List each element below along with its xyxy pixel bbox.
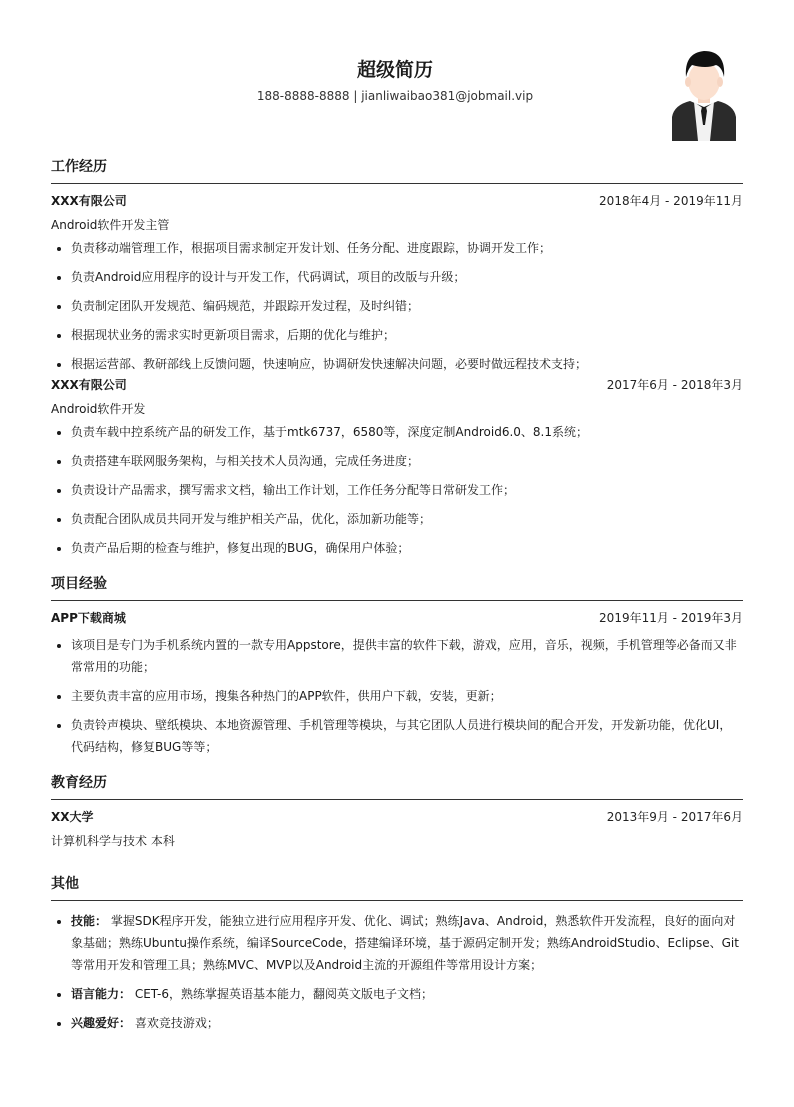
job-role: Android软件开发主管 xyxy=(51,218,170,232)
section-title-education: 教育经历 xyxy=(51,772,743,800)
language-text: CET-6，熟练掌握英语基本能力，翻阅英文版电子文档； xyxy=(134,987,434,1001)
avatar xyxy=(670,47,738,141)
resume-page xyxy=(51,0,743,1041)
list-item: • 负责移动端管理工作，根据项目需求制定开发计划、任务分配、进度跟踪，协调开发工作； xyxy=(71,237,743,259)
list-item: • 根据现状业务的需求实时更新项目需求，后期的优化与维护； xyxy=(71,324,743,346)
school-name: XX大学 xyxy=(51,810,94,824)
other-list xyxy=(51,910,743,1034)
list-item: • 负责Android应用程序的设计与开发工作，代码调试，项目的改版与升级； xyxy=(71,266,743,288)
entry-date: 2017年6月 - 2018年3月 xyxy=(606,378,743,392)
contact-info: 188-8888-8888 | jianliwaibao381@jobmail.vip xyxy=(256,89,534,103)
duty-list xyxy=(51,421,743,559)
list-item xyxy=(71,1012,743,1034)
language-label: 语言能力： xyxy=(71,987,132,1001)
list-item: • 负责制定团队开发规范、编码规范，并跟踪开发过程，及时纠错； xyxy=(71,295,743,317)
entry-date: 2013年9月 - 2017年6月 xyxy=(606,810,743,824)
job-role: Android软件开发 xyxy=(51,402,146,416)
project-name: APP下载商城 xyxy=(51,611,126,625)
project-list xyxy=(51,634,743,758)
skills-text: 掌握SDK程序开发，能独立进行应用程序开发、优化、调试；熟练Java、Android，熟悉软件开发流程，良好的面向对象基础；熟练Ubuntu操作系统，编译SourceCode，搭建编译环境，基于源码定制开发；熟练AndroidStudio、Eclipse、Git等常用开发和管理工具；熟练MVC、MVP以及Android主流的开源组件等常用设计方案； xyxy=(71,914,739,972)
list-item: • 该项目是专门为手机系统内置的一款专用Appstore，提供丰富的软件下载，游戏，应用，音乐，视频，手机管理等必备而又非常常用的功能； xyxy=(71,634,743,678)
list-item: • 负责铃声模块、壁纸模块、本地资源管理、手机管理等模块，与其它团队人员进行模块间的配合开发，开发新功能，优化UI，代码结构，修复BUG等等； xyxy=(71,714,743,758)
work-section xyxy=(51,156,743,559)
project-entry xyxy=(51,610,743,758)
resume-header xyxy=(51,0,743,150)
hobby-text: 喜欢竞技游戏； xyxy=(134,1016,219,1030)
list-item: • 负责车载中控系统产品的研发工作，基于mtk6737，6580等，深度定制Android6.0、8.1系统； xyxy=(71,421,743,443)
company-name: XXX有限公司 xyxy=(51,378,127,392)
major-degree: 计算机科学与技术 本科 xyxy=(51,834,175,848)
other-section xyxy=(51,873,743,1034)
list-item: • 主要负责丰富的应用市场，搜集各种热门的APP软件，供用户下载，安装，更新； xyxy=(71,685,743,707)
list-item xyxy=(71,983,743,1005)
list-item: • 负责设计产品需求，撰写需求文档，输出工作计划，工作任务分配等日常研发工作； xyxy=(71,479,743,501)
hobby-label: 兴趣爱好： xyxy=(71,1016,132,1030)
entry-date: 2019年11月 - 2019年3月 xyxy=(599,611,743,625)
candidate-name: 超级简历 xyxy=(356,59,433,81)
work-entry xyxy=(51,193,743,375)
section-title-other: 其他 xyxy=(51,873,743,901)
list-item: • 根据运营部、教研部线上反馈问题，快速响应，协调研发快速解决问题，必要时做远程技术支持； xyxy=(71,353,743,375)
duty-list xyxy=(51,237,743,375)
section-title-project: 项目经验 xyxy=(51,573,743,601)
list-item: • 负责产品后期的检查与维护，修复出现的BUG，确保用户体验； xyxy=(71,537,743,559)
work-entry xyxy=(51,377,743,559)
education-section xyxy=(51,772,743,849)
company-name: XXX有限公司 xyxy=(51,194,127,208)
list-item: • 负责配合团队成员共同开发与维护相关产品，优化，添加新功能等； xyxy=(71,508,743,530)
list-item xyxy=(71,910,743,976)
project-section xyxy=(51,573,743,758)
list-item: • 负责搭建车联网服务架构，与相关技术人员沟通，完成任务进度； xyxy=(71,450,743,472)
skills-label: 技能： xyxy=(71,914,108,928)
entry-date: 2018年4月 - 2019年11月 xyxy=(599,194,743,208)
section-title-work: 工作经历 xyxy=(51,156,743,184)
